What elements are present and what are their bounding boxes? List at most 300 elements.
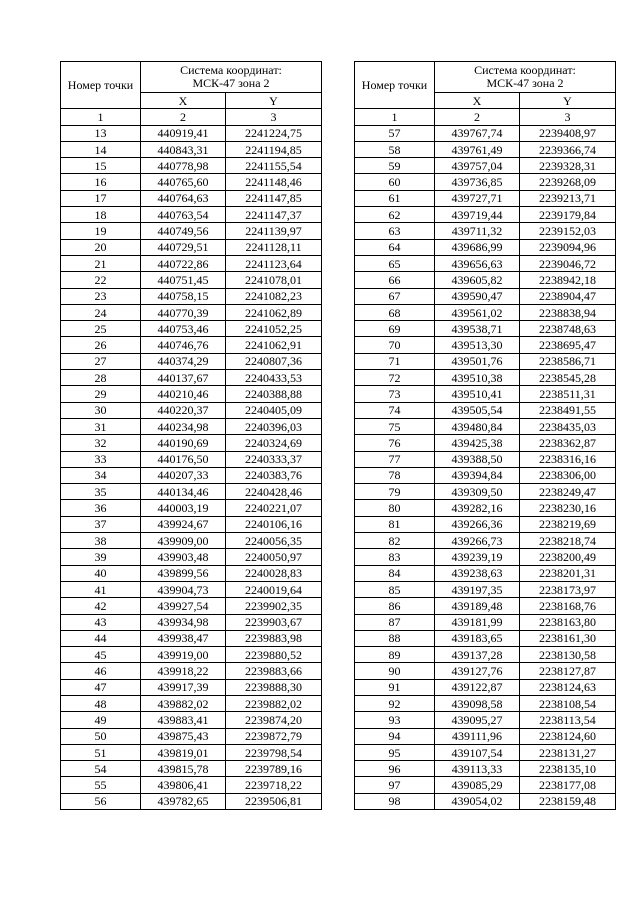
point-number-cell: 50 (61, 728, 141, 744)
table-row (355, 549, 616, 565)
y-coordinate-cell: 2240019,64 (226, 581, 322, 597)
x-coordinate-cell: 439054,02 (435, 793, 520, 809)
table-body-right (355, 125, 616, 809)
table-row (61, 125, 322, 141)
point-number-cell: 94 (355, 728, 435, 744)
x-coordinate-cell: 439111,96 (435, 728, 520, 744)
x-coordinate-cell: 439924,67 (141, 516, 226, 532)
point-number-cell: 30 (61, 402, 141, 418)
y-coordinate-cell: 2238200,49 (520, 549, 616, 565)
y-coordinate-cell: 2240221,07 (226, 500, 322, 516)
point-number-cell: 54 (61, 761, 141, 777)
table-row (355, 516, 616, 532)
table-row (355, 695, 616, 711)
point-number-cell: 65 (355, 255, 435, 271)
table-row (61, 435, 322, 451)
y-coordinate-cell: 2238316,16 (520, 451, 616, 467)
x-coordinate-cell: 439918,22 (141, 663, 226, 679)
point-number-cell: 47 (61, 679, 141, 695)
point-number-cell: 70 (355, 337, 435, 353)
point-number-cell: 22 (61, 272, 141, 288)
y-coordinate-cell: 2238362,87 (520, 435, 616, 451)
x-coordinate-cell: 439505,54 (435, 402, 520, 418)
point-number-cell: 14 (61, 141, 141, 157)
y-coordinate-cell: 2238491,55 (520, 402, 616, 418)
point-number-cell: 72 (355, 370, 435, 386)
y-coordinate-cell: 2238173,97 (520, 581, 616, 597)
point-number-cell: 80 (355, 500, 435, 516)
point-number-cell: 83 (355, 549, 435, 565)
table-row (355, 467, 616, 483)
x-coordinate-cell: 440190,69 (141, 435, 226, 451)
x-coordinate-cell: 440778,98 (141, 158, 226, 174)
point-number-cell: 76 (355, 435, 435, 451)
point-number-cell: 13 (61, 125, 141, 141)
table-row (355, 141, 616, 157)
point-number-cell: 37 (61, 516, 141, 532)
table-row (61, 223, 322, 239)
x-coordinate-cell: 439538,71 (435, 321, 520, 337)
point-number-cell: 31 (61, 418, 141, 434)
y-coordinate-cell: 2240433,53 (226, 370, 322, 386)
table-row (61, 418, 322, 434)
y-coordinate-cell: 2239094,96 (520, 239, 616, 255)
x-coordinate-cell: 439917,39 (141, 679, 226, 695)
table-row (355, 190, 616, 206)
x-coordinate-cell: 440751,45 (141, 272, 226, 288)
point-number-cell: 90 (355, 663, 435, 679)
y-coordinate-cell: 2240405,09 (226, 402, 322, 418)
x-coordinate-cell: 439904,73 (141, 581, 226, 597)
table-row (355, 223, 616, 239)
x-header: X (435, 93, 520, 109)
table-row (61, 467, 322, 483)
point-number-cell: 66 (355, 272, 435, 288)
y-coordinate-cell: 2240056,35 (226, 533, 322, 549)
table-row (61, 174, 322, 190)
point-number-cell: 64 (355, 239, 435, 255)
table-row (355, 255, 616, 271)
x-coordinate-cell: 439239,19 (435, 549, 520, 565)
table-row (355, 272, 616, 288)
table-row (61, 777, 322, 793)
coordinate-system-header (141, 62, 322, 93)
point-number-cell: 38 (61, 533, 141, 549)
point-number-cell: 15 (61, 158, 141, 174)
x-coordinate-cell: 440746,76 (141, 337, 226, 353)
y-coordinate-cell: 2241224,75 (226, 125, 322, 141)
y-coordinate-cell: 2238306,00 (520, 467, 616, 483)
x-coordinate-cell: 439127,76 (435, 663, 520, 679)
x-coordinate-cell: 439085,29 (435, 777, 520, 793)
point-number-cell: 68 (355, 304, 435, 320)
x-coordinate-cell: 440919,41 (141, 125, 226, 141)
table-row (355, 630, 616, 646)
y-coordinate-cell: 2238942,18 (520, 272, 616, 288)
coordinate-system-zone: МСК-47 зона 2 (486, 76, 564, 90)
table-row (355, 207, 616, 223)
point-number-cell: 58 (355, 141, 435, 157)
table-row (61, 516, 322, 532)
y-coordinate-cell: 2238695,47 (520, 337, 616, 353)
point-number-cell: 43 (61, 614, 141, 630)
table-row (61, 712, 322, 728)
y-coordinate-cell: 2239152,03 (520, 223, 616, 239)
point-number-cell: 92 (355, 695, 435, 711)
point-number-cell: 44 (61, 630, 141, 646)
point-number-cell: 84 (355, 565, 435, 581)
x-coordinate-cell: 439513,30 (435, 337, 520, 353)
y-coordinate-cell: 2239268,09 (520, 174, 616, 190)
table-row (355, 304, 616, 320)
x-coordinate-cell: 439425,38 (435, 435, 520, 451)
y-coordinate-cell: 2239902,35 (226, 598, 322, 614)
table-row (61, 565, 322, 581)
y-coordinate-cell: 2241128,11 (226, 239, 322, 255)
table-row (61, 321, 322, 337)
table-row (355, 777, 616, 793)
x-coordinate-cell: 439122,87 (435, 679, 520, 695)
point-number-cell: 42 (61, 598, 141, 614)
column-number: 3 (520, 109, 616, 125)
point-number-cell: 17 (61, 190, 141, 206)
y-coordinate-cell: 2238108,54 (520, 695, 616, 711)
x-coordinate-cell: 439757,04 (435, 158, 520, 174)
x-coordinate-cell: 440210,46 (141, 386, 226, 402)
y-coordinate-cell: 2241078,01 (226, 272, 322, 288)
y-coordinate-cell: 2238163,80 (520, 614, 616, 630)
y-coordinate-cell: 2239872,79 (226, 728, 322, 744)
table-row (355, 239, 616, 255)
x-coordinate-cell: 439719,44 (435, 207, 520, 223)
x-header: X (141, 93, 226, 109)
point-number-cell: 95 (355, 744, 435, 760)
table-row (355, 533, 616, 549)
x-coordinate-cell: 440137,67 (141, 370, 226, 386)
y-coordinate-cell: 2239882,02 (226, 695, 322, 711)
table-row (61, 647, 322, 663)
table-row (61, 141, 322, 157)
y-coordinate-cell: 2241194,85 (226, 141, 322, 157)
x-coordinate-cell: 439819,01 (141, 744, 226, 760)
column-number: 1 (355, 109, 435, 125)
point-number-cell: 21 (61, 255, 141, 271)
x-coordinate-cell: 439181,99 (435, 614, 520, 630)
point-number-cell: 51 (61, 744, 141, 760)
point-number-cell: 36 (61, 500, 141, 516)
x-coordinate-cell: 439919,00 (141, 647, 226, 663)
y-coordinate-cell: 2238131,27 (520, 744, 616, 760)
x-coordinate-cell: 439510,38 (435, 370, 520, 386)
column-number: 1 (61, 109, 141, 125)
point-number-cell: 16 (61, 174, 141, 190)
table-row (61, 614, 322, 630)
table-row (355, 158, 616, 174)
table-row (61, 581, 322, 597)
x-coordinate-cell: 439266,36 (435, 516, 520, 532)
table-row (355, 728, 616, 744)
table-row (61, 533, 322, 549)
point-number-cell: 45 (61, 647, 141, 663)
y-coordinate-cell: 2238838,94 (520, 304, 616, 320)
point-number-cell: 27 (61, 353, 141, 369)
point-number-cell: 49 (61, 712, 141, 728)
x-coordinate-cell: 439883,41 (141, 712, 226, 728)
table-row (355, 614, 616, 630)
coordinate-system-title: Система координат: (180, 63, 282, 77)
y-coordinate-cell: 2238113,54 (520, 712, 616, 728)
table-row (355, 174, 616, 190)
y-coordinate-cell: 2239366,74 (520, 141, 616, 157)
x-coordinate-cell: 439875,43 (141, 728, 226, 744)
y-coordinate-cell: 2241147,85 (226, 190, 322, 206)
y-coordinate-cell: 2238124,63 (520, 679, 616, 695)
table-row (61, 370, 322, 386)
table-row (61, 451, 322, 467)
y-coordinate-cell: 2240428,46 (226, 484, 322, 500)
x-coordinate-cell: 439938,47 (141, 630, 226, 646)
x-coordinate-cell: 439095,27 (435, 712, 520, 728)
table-row (61, 630, 322, 646)
x-coordinate-cell: 439510,41 (435, 386, 520, 402)
x-coordinate-cell: 439806,41 (141, 777, 226, 793)
x-coordinate-cell: 440763,54 (141, 207, 226, 223)
point-number-cell: 46 (61, 663, 141, 679)
y-coordinate-cell: 2241062,91 (226, 337, 322, 353)
x-coordinate-cell: 439761,49 (435, 141, 520, 157)
x-coordinate-cell: 440758,15 (141, 288, 226, 304)
x-coordinate-cell: 439736,85 (435, 174, 520, 190)
y-coordinate-cell: 2238135,10 (520, 761, 616, 777)
x-coordinate-cell: 440749,56 (141, 223, 226, 239)
column-number: 2 (141, 109, 226, 125)
table-row (61, 402, 322, 418)
table-row (355, 288, 616, 304)
point-number-cell: 86 (355, 598, 435, 614)
y-coordinate-cell: 2239880,52 (226, 647, 322, 663)
y-coordinate-cell: 2240050,97 (226, 549, 322, 565)
table-row (61, 793, 322, 809)
x-coordinate-cell: 439767,74 (435, 125, 520, 141)
x-coordinate-cell: 439137,28 (435, 647, 520, 663)
point-number-cell: 75 (355, 418, 435, 434)
table-row (61, 663, 322, 679)
y-coordinate-cell: 2240388,88 (226, 386, 322, 402)
table-row (61, 679, 322, 695)
y-coordinate-cell: 2240106,16 (226, 516, 322, 532)
x-coordinate-cell: 439815,78 (141, 761, 226, 777)
y-coordinate-cell: 2238586,71 (520, 353, 616, 369)
point-number-cell: 71 (355, 353, 435, 369)
x-coordinate-cell: 439605,82 (435, 272, 520, 288)
x-coordinate-cell: 439266,73 (435, 533, 520, 549)
column-number: 2 (435, 109, 520, 125)
y-coordinate-cell: 2239883,98 (226, 630, 322, 646)
y-coordinate-cell: 2239874,20 (226, 712, 322, 728)
table-row (61, 272, 322, 288)
table-row (355, 386, 616, 402)
x-coordinate-cell: 439501,76 (435, 353, 520, 369)
x-coordinate-cell: 440753,46 (141, 321, 226, 337)
coordinate-system-header (435, 62, 616, 93)
x-coordinate-cell: 439934,98 (141, 614, 226, 630)
y-coordinate-cell: 2241123,64 (226, 255, 322, 271)
table-row (61, 288, 322, 304)
point-number-cell: 34 (61, 467, 141, 483)
table-row (355, 647, 616, 663)
table-row (61, 337, 322, 353)
x-coordinate-cell: 439189,48 (435, 598, 520, 614)
point-number-cell: 55 (61, 777, 141, 793)
x-coordinate-cell: 439561,02 (435, 304, 520, 320)
point-number-cell: 87 (355, 614, 435, 630)
header-row (61, 62, 322, 93)
x-coordinate-cell: 439197,35 (435, 581, 520, 597)
x-coordinate-cell: 439183,65 (435, 630, 520, 646)
point-number-cell: 60 (355, 174, 435, 190)
table-row (355, 500, 616, 516)
point-number-header: Номер точки (61, 62, 141, 109)
x-coordinate-cell: 439480,84 (435, 418, 520, 434)
table-row (355, 321, 616, 337)
y-coordinate-cell: 2238159,48 (520, 793, 616, 809)
point-number-cell: 69 (355, 321, 435, 337)
table-row (355, 402, 616, 418)
point-number-cell: 81 (355, 516, 435, 532)
x-coordinate-cell: 439590,47 (435, 288, 520, 304)
table-row (355, 370, 616, 386)
point-number-cell: 39 (61, 549, 141, 565)
x-coordinate-cell: 439113,33 (435, 761, 520, 777)
point-number-cell: 24 (61, 304, 141, 320)
y-coordinate-cell: 2240333,37 (226, 451, 322, 467)
point-number-cell: 19 (61, 223, 141, 239)
point-number-cell: 93 (355, 712, 435, 728)
x-coordinate-cell: 440729,51 (141, 239, 226, 255)
x-coordinate-cell: 439711,32 (435, 223, 520, 239)
y-coordinate-cell: 2238161,30 (520, 630, 616, 646)
point-number-cell: 89 (355, 647, 435, 663)
y-coordinate-cell: 2240028,83 (226, 565, 322, 581)
table-row (61, 744, 322, 760)
y-coordinate-cell: 2238130,58 (520, 647, 616, 663)
y-coordinate-cell: 2238545,28 (520, 370, 616, 386)
x-coordinate-cell: 439394,84 (435, 467, 520, 483)
x-coordinate-cell: 439238,63 (435, 565, 520, 581)
table-row (355, 484, 616, 500)
point-number-cell: 63 (355, 223, 435, 239)
y-coordinate-cell: 2238219,69 (520, 516, 616, 532)
point-number-cell: 61 (355, 190, 435, 206)
table-row (355, 451, 616, 467)
y-coordinate-cell: 2239883,66 (226, 663, 322, 679)
table-row (355, 353, 616, 369)
column-number: 3 (226, 109, 322, 125)
y-coordinate-cell: 2238230,16 (520, 500, 616, 516)
point-number-cell: 57 (355, 125, 435, 141)
point-number-cell: 35 (61, 484, 141, 500)
table-row (61, 207, 322, 223)
table-row (355, 337, 616, 353)
y-coordinate-cell: 2238218,74 (520, 533, 616, 549)
point-number-cell: 88 (355, 630, 435, 646)
x-coordinate-cell: 439882,02 (141, 695, 226, 711)
x-coordinate-cell: 440843,31 (141, 141, 226, 157)
point-number-cell: 73 (355, 386, 435, 402)
coordinate-system-zone: МСК-47 зона 2 (192, 76, 270, 90)
y-coordinate-cell: 2238177,08 (520, 777, 616, 793)
x-coordinate-cell: 439727,71 (435, 190, 520, 206)
x-coordinate-cell: 439107,54 (435, 744, 520, 760)
table-row (61, 484, 322, 500)
table-row (61, 158, 322, 174)
x-coordinate-cell: 440764,63 (141, 190, 226, 206)
table-row (355, 125, 616, 141)
point-number-cell: 32 (61, 435, 141, 451)
point-number-cell: 56 (61, 793, 141, 809)
y-coordinate-cell: 2239506,81 (226, 793, 322, 809)
x-coordinate-cell: 439309,50 (435, 484, 520, 500)
y-coordinate-cell: 2238127,87 (520, 663, 616, 679)
point-number-cell: 78 (355, 467, 435, 483)
y-header: Y (226, 93, 322, 109)
table-row (61, 598, 322, 614)
point-number-cell: 74 (355, 402, 435, 418)
header-row (355, 62, 616, 93)
x-coordinate-cell: 440765,60 (141, 174, 226, 190)
x-coordinate-cell: 439282,16 (435, 500, 520, 516)
x-coordinate-cell: 440234,98 (141, 418, 226, 434)
x-coordinate-cell: 439927,54 (141, 598, 226, 614)
table-row (355, 793, 616, 809)
table-row (355, 744, 616, 760)
table-row (61, 695, 322, 711)
y-coordinate-cell: 2239888,30 (226, 679, 322, 695)
x-coordinate-cell: 439656,63 (435, 255, 520, 271)
y-coordinate-cell: 2241155,54 (226, 158, 322, 174)
point-number-cell: 82 (355, 533, 435, 549)
point-number-cell: 18 (61, 207, 141, 223)
y-coordinate-cell: 2240383,76 (226, 467, 322, 483)
point-number-cell: 77 (355, 451, 435, 467)
point-number-cell: 59 (355, 158, 435, 174)
point-number-cell: 41 (61, 581, 141, 597)
point-number-cell: 62 (355, 207, 435, 223)
x-coordinate-cell: 439899,56 (141, 565, 226, 581)
y-coordinate-cell: 2239798,54 (226, 744, 322, 760)
coordinate-system-title: Система координат: (474, 63, 576, 77)
point-number-cell: 96 (355, 761, 435, 777)
point-number-cell: 23 (61, 288, 141, 304)
x-coordinate-cell: 440770,39 (141, 304, 226, 320)
point-number-cell: 67 (355, 288, 435, 304)
table-row (355, 679, 616, 695)
x-coordinate-cell: 440176,50 (141, 451, 226, 467)
y-coordinate-cell: 2239179,84 (520, 207, 616, 223)
x-coordinate-cell: 439098,58 (435, 695, 520, 711)
table-row (61, 728, 322, 744)
x-coordinate-cell: 440003,19 (141, 500, 226, 516)
y-coordinate-cell: 2239328,31 (520, 158, 616, 174)
y-coordinate-cell: 2240324,69 (226, 435, 322, 451)
table-row (61, 255, 322, 271)
y-coordinate-cell: 2239213,71 (520, 190, 616, 206)
coordinates-table-left (60, 61, 322, 810)
table-row (61, 353, 322, 369)
point-number-cell: 48 (61, 695, 141, 711)
point-number-cell: 33 (61, 451, 141, 467)
table-row (355, 598, 616, 614)
